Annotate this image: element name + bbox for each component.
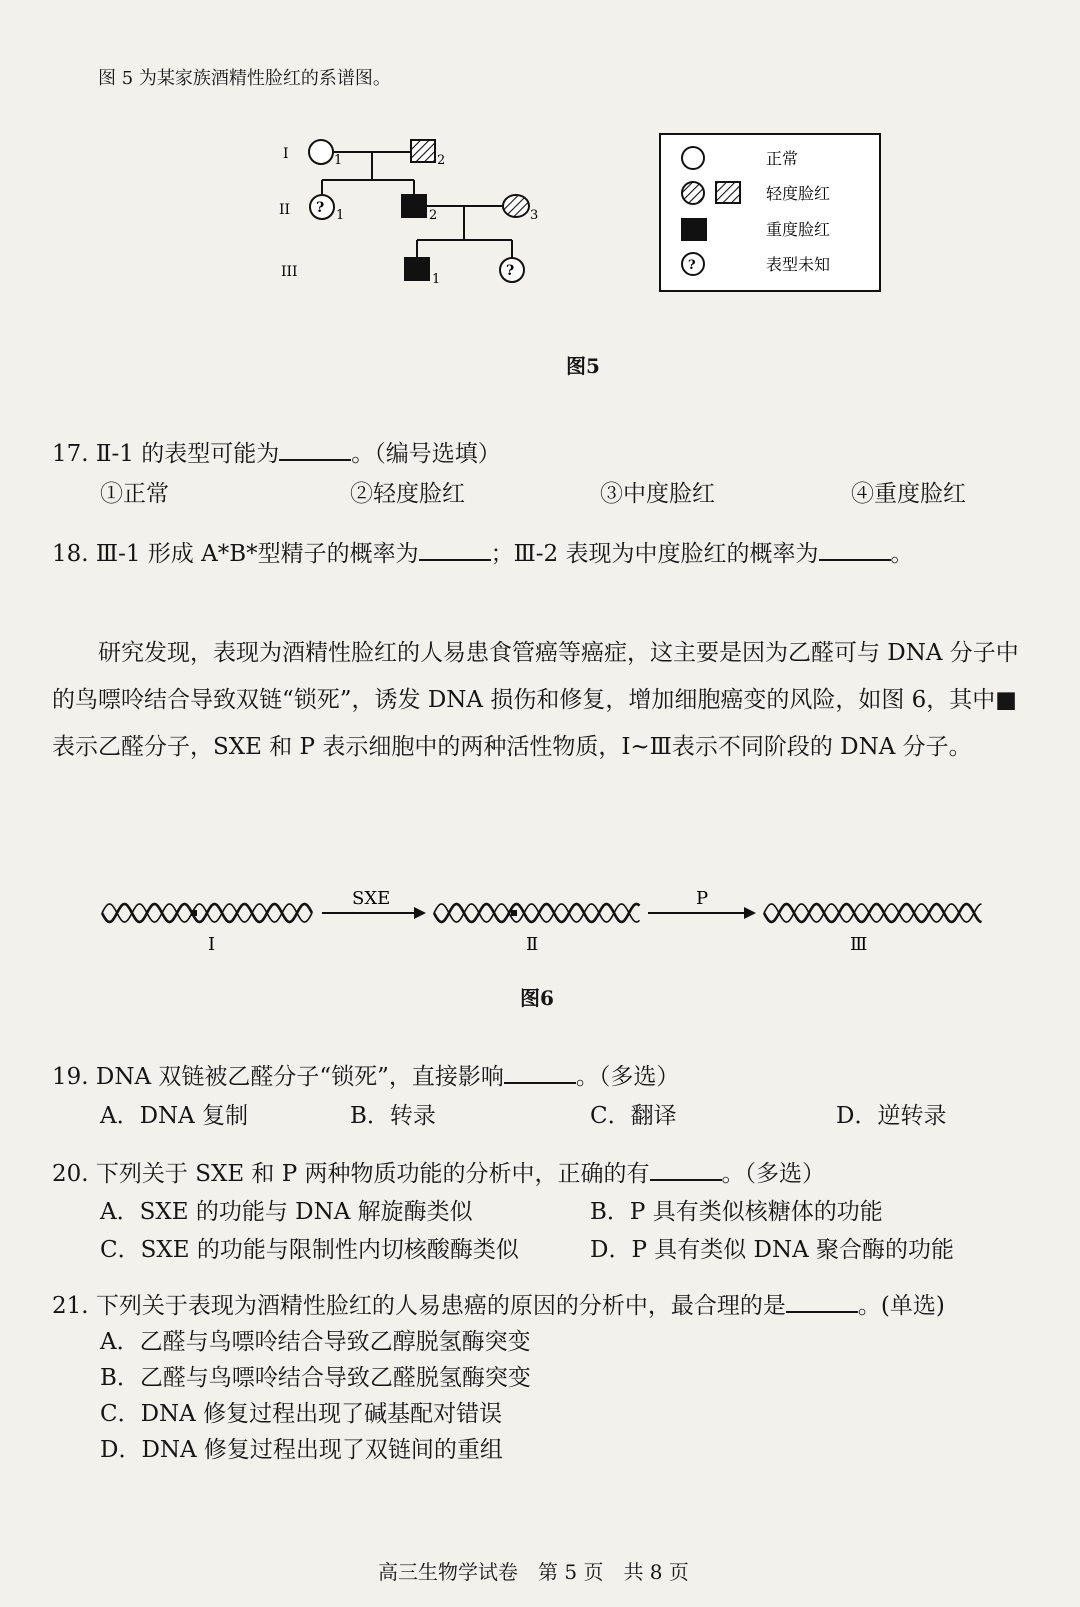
q19-option-c: C．翻译: [590, 1103, 677, 1129]
dna-helices: [102, 904, 982, 922]
question-text-part1: Ⅲ-1 形成 A*B*型精子的概率为: [95, 541, 419, 567]
question-number: 17.: [52, 441, 89, 467]
q20-option-c: C．SXE 的功能与限制性内切核酸酶类似: [100, 1237, 519, 1263]
question-number: 20.: [52, 1161, 89, 1187]
question-19: [52, 1058, 679, 1091]
stage-label-1: I: [208, 934, 216, 955]
legend-mild-square-symbol: [716, 182, 740, 203]
individual-number: 3: [530, 208, 539, 223]
q20-option-a: A．SXE 的功能与 DNA 解旋酶类似: [100, 1199, 473, 1225]
answer-blank: [504, 1081, 576, 1084]
dna-molecule-3: [764, 904, 982, 922]
question-20: [52, 1155, 825, 1188]
question-number: 21.: [52, 1293, 89, 1319]
legend-unknown-label: 表型未知: [766, 255, 831, 274]
page-footer: 高三生物学试卷 第 5 页 共 8 页: [378, 1560, 689, 1584]
q20-option-d: D．P 具有类似 DNA 聚合酶的功能: [590, 1237, 955, 1263]
generation-label-1: I: [283, 146, 289, 162]
unknown-mark: ?: [688, 258, 696, 273]
question-text-part2: Ⅲ-2 表现为中度脸红的概率为: [513, 541, 819, 567]
legend-normal-symbol: [682, 147, 704, 169]
question-text-tail: 。（编号选填）: [351, 441, 501, 467]
question-text: 下列关于 SXE 和 P 两种物质功能的分析中，正确的有: [95, 1161, 650, 1187]
individual-number: 2: [437, 153, 446, 168]
answer-blank-2: [819, 558, 891, 561]
research-paragraph: [52, 630, 1037, 771]
generation-label-3: III: [281, 264, 298, 280]
individual-II3: [503, 195, 529, 217]
arrow-p-head: [744, 907, 756, 919]
paragraph-text: 研究发现，表现为酒精性脸红的人易患食管癌等癌症，这主要是因为乙醛可与 DNA 分子中的鸟嘌呤结合导致双链“锁死”，诱发 DNA 损伤和修复，增加细胞癌变的风险，如图 6，其中■表示乙醛分子，SXE 和 P 表示细胞中的两种活性物质，I~Ⅲ表示不同阶段的 DNA 分子。: [52, 640, 1019, 760]
question-text-tail: 。(单选): [857, 1293, 945, 1319]
question-18: [52, 535, 914, 568]
question-text-tail: 。（多选）: [575, 1064, 680, 1090]
stage-label-3: Ⅲ: [850, 934, 868, 955]
question-text: 下列关于表现为酒精性脸红的人易患癌的原因的分析中，最合理的是: [95, 1293, 786, 1319]
figure6-caption: 图6: [520, 986, 554, 1010]
answer-blank: [786, 1310, 858, 1313]
generation-label-2: II: [279, 202, 291, 218]
acetaldehyde-mark-2: [511, 910, 517, 916]
question-end: 。: [890, 541, 914, 567]
q21-option-d: D．DNA 修复过程出现了双链间的重组: [100, 1437, 503, 1463]
question-number: 18.: [52, 541, 89, 567]
answer-blank: [279, 458, 351, 461]
unknown-mark: ?: [506, 263, 515, 279]
dna-molecule-1: [102, 904, 312, 922]
legend-severe-label: 重度脸红: [766, 220, 831, 239]
arrow-sxe-head: [414, 907, 426, 919]
q21-option-c: C．DNA 修复过程出现了碱基配对错误: [100, 1401, 503, 1427]
acetaldehyde-mark-1: [191, 910, 197, 916]
individual-III1: [405, 258, 429, 280]
individual-number: 1: [334, 153, 343, 168]
legend-mild-circle-symbol: [682, 182, 704, 204]
arrow-p-label: P: [696, 888, 709, 909]
dna-diagram: [0, 880, 1080, 980]
q17-option-3: ③中度脸红: [600, 481, 715, 507]
q17-option-4: ④重度脸红: [851, 481, 966, 507]
legend-mild-label: 轻度脸红: [766, 184, 831, 203]
individual-number: 1: [336, 208, 345, 223]
individual-I1: [309, 140, 333, 164]
dna-strand: [102, 904, 312, 922]
legend-normal-label: 正常: [766, 149, 799, 168]
question-text-tail: 。（多选）: [721, 1161, 826, 1187]
question-text: Ⅱ-1 的表型可能为: [95, 441, 280, 467]
answer-blank: [650, 1178, 722, 1181]
dna-molecule-2: [434, 904, 640, 922]
q21-option-a: A．乙醛与鸟嘌呤结合导致乙醇脱氢酶突变: [100, 1329, 531, 1355]
individual-number: 2: [429, 208, 438, 223]
unknown-mark: ?: [316, 200, 325, 216]
question-21: [52, 1287, 945, 1320]
answer-blank-1: [419, 558, 491, 561]
question-17: [52, 435, 501, 468]
question-number: 19.: [52, 1064, 89, 1090]
question-text: DNA 双链被乙醛分子“锁死”，直接影响: [95, 1064, 504, 1090]
separator: ；: [490, 541, 514, 567]
q21-option-b: B．乙醛与鸟嘌呤结合导致乙醛脱氢酶突变: [100, 1365, 531, 1391]
figure5-caption: 图5: [566, 354, 600, 378]
q19-option-d: D．逆转录: [836, 1103, 947, 1129]
q17-option-2: ②轻度脸红: [350, 481, 465, 507]
figure5-intro: 图 5 为某家族酒精性脸红的系谱图。: [98, 68, 391, 89]
q17-option-1: ①正常: [100, 481, 169, 507]
q19-option-a: A．DNA 复制: [100, 1103, 249, 1129]
q19-option-b: B．转录: [350, 1103, 436, 1129]
pedigree-chart: [0, 0, 1080, 360]
arrow-sxe-label: SXE: [352, 888, 391, 909]
legend-severe-symbol: [682, 219, 706, 240]
stage-label-2: Ⅱ: [526, 934, 539, 955]
individual-number: 1: [432, 272, 441, 287]
q20-option-b: B．P 具有类似核糖体的功能: [590, 1199, 883, 1225]
individual-I2: [411, 140, 435, 162]
individual-II2: [402, 195, 426, 217]
